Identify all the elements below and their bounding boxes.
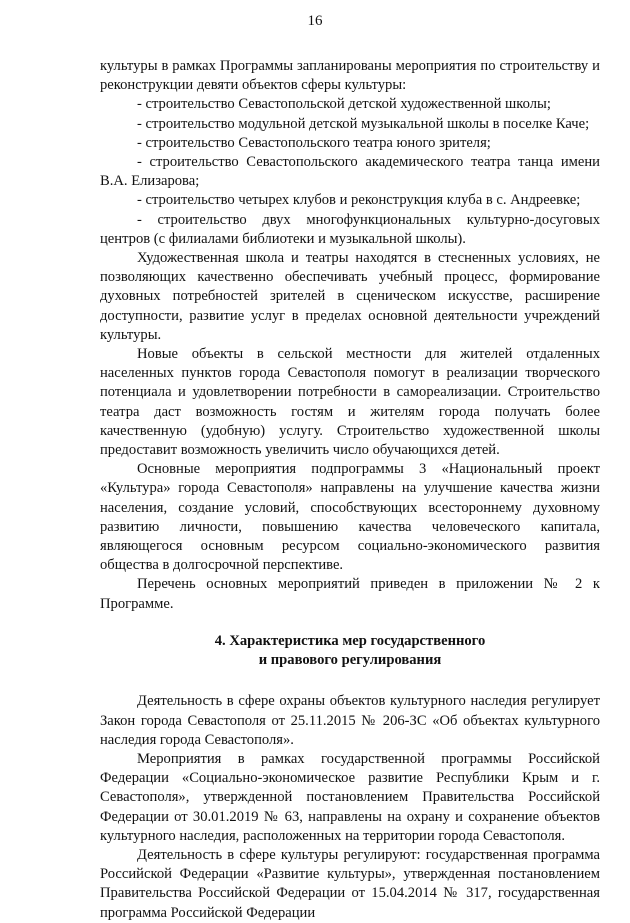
section-heading-line: и правового регулирования [258, 652, 442, 669]
paragraph: Мероприятия в рамках государственной программы Российской Федерации «Социально-экономическое развитие Республики Крым и г. Севастополя», утвержденной постановлением Правительства Российской Федерации от 30.01.2019 № 63, направлены на охрану и сохранение объектов культурного наследия, расположенных на территории города Севастополя. [100, 750, 600, 844]
document-body [100, 57, 600, 923]
paragraph: Деятельность в сфере культуры регулируют: государственная программа Российской Федерации «Развитие культуры», утвержденная постановлением Правительства Российской Федерации от 15.04.2014 № 317, государственная программа Российской Федерации [100, 846, 600, 921]
paragraph: Художественная школа и театры находятся в стесненных условиях, не позволяющих качественно обеспечивать учебный процесс, формирование духовных потребностей зрителей в сценическом искусстве, расширение доступности, развитие услуг в пределах основной деятельности учреждений культуры. [100, 250, 600, 343]
list-item: - строительство двух многофункциональных культурно-досуговых центров (с филиалами библиотеки и музыкальной школы). [100, 211, 600, 247]
section-heading-line: 4. Характеристика мер государственного [214, 632, 486, 649]
page-number: 16 [307, 13, 323, 29]
paragraph: Деятельность в сфере охраны объектов культурного наследия регулирует Закон города Севастополя от 25.11.2015 № 206-ЗС «Об объектах культурного наследия города Севастополя». [100, 693, 600, 748]
list-item: - строительство Севастопольского театра юного зрителя; [137, 134, 491, 151]
list-item: - строительство модульной детской музыкальной школы в поселке Каче; [137, 115, 590, 132]
paragraph: культуры в рамках Программы запланированы мероприятия по строительству и реконструкции девяти объектов сферы культуры: [100, 58, 600, 94]
paragraph: Перечень основных мероприятий приведен в приложении № 2 к Программе. [100, 576, 600, 612]
list-item: - строительство четырех клубов и реконструкция клуба в с. Андреевке; [137, 192, 581, 209]
section-heading [100, 632, 600, 670]
list-item: - строительство Севастопольского академического театра танца имени В.А. Елизарова; [100, 154, 600, 190]
paragraph: Новые объекты в сельской местности для жителей отдаленных населенных пунктов города Севастополя помогут в реализации творческого потенциала и удовлетворении потребности в самореализации. Строительство театра даст возможность гостям и жителям города получать более качественную (удобную) услугу. Строительство художественной школы предоставит возможность увеличить число обучающихся детей. [100, 346, 600, 459]
paragraph: Основные мероприятия подпрограммы 3 «Национальный проект «Культура» города Севастополя» направлены на улучшение качества жизни населения, создание условий, способствующих всестороннему духовному развитию личности, повышению качества человеческого капитала, являющегося основным ресурсом социально-экономического развития общества в долгосрочной перспективе. [100, 461, 600, 574]
list-item: - строительство Севастопольской детской художественной школы; [137, 96, 551, 113]
